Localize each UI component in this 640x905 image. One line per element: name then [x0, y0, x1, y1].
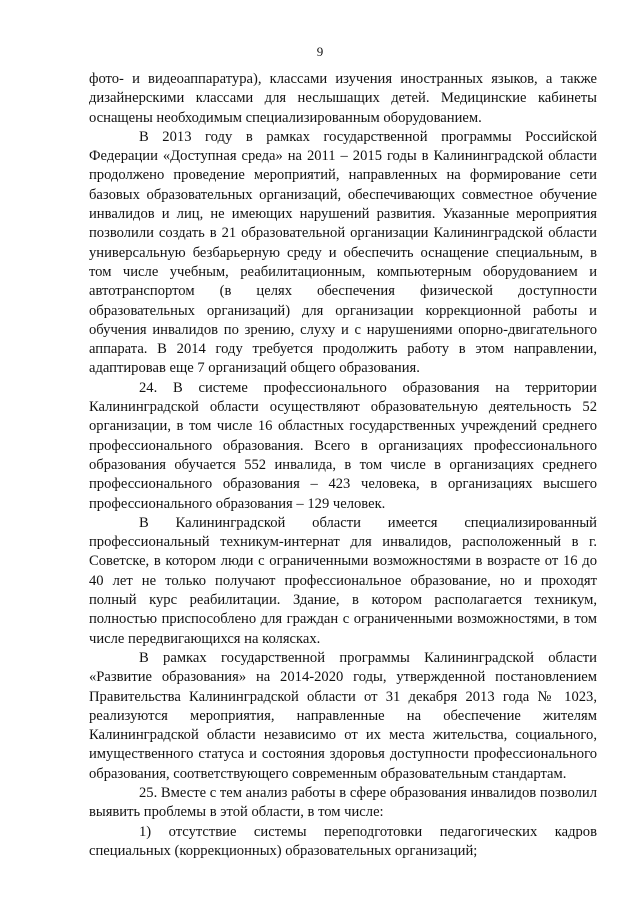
page-number: 9: [316, 44, 324, 59]
paragraph-accessible-environment: В 2013 году в рамках государственной программы Российской Федерации «Доступная среда» на 2011 – 2015 годы в Калининградской области продолжено проведение мероприятий, направленных на формирование сети базовых образовательных организаций, обеспечивающих совместное обучение инвалидов и лиц, не имеющих нарушений развития. Указанные мероприятия позволили создать в 21 образовательной организации Калининградской области универсальную безбарьерную среду и обеспечить оснащение специальным, в том числе учебным, реабилитационным, компьютерным оборудованием и автотранспортом (в целях обеспечения физической доступности образовательных организаций) для организации коррекционной работы и обучения инвалидов по зрению, слуху и с нарушениями опорно-двигательного аппарата. В 2014 году требуется продолжить работу в этом направлении, адаптировав еще 7 организаций общего образования.: [89, 128, 597, 377]
paragraph-technical-school: В Калининградской области имеется специализированный профессиональный техникум-интернат для инвалидов, расположенный в г. Советске, в котором люди с ограниченными возможностями в возрасте от 16 до 40 лет не только получают профессиональное образование, но и проходят полный курс реабилитации. Здание, в котором располагается техникум, полностью приспособлено для граждан с ограниченными возможностями, в том числе передвигающихся на колясках.: [89, 514, 597, 647]
paragraph-item-24: 24. В системе профессионального образования на территории Калининградской области осуществляют образовательную деятельность 52 организации, в том числе 16 областных государственных учреждений среднего профессионального образования. Всего в организациях профессионального образования обучается 552 инвалида, в том числе в организациях среднего профессионального образования – 423 человека, в организациях высшего профессионального образования – 129 человек.: [89, 379, 597, 512]
document-body: [89, 70, 597, 861]
paragraph-continuation: фото- и видеоаппаратура), классами изучения иностранных языков, а также дизайнерскими классами для неслышащих детей. Медицинские кабинеты оснащены необходимым специализированным оборудованием.: [89, 71, 597, 126]
paragraph-state-program: В рамках государственной программы Калининградской области «Развитие образования» на 2014-2020 годы, утвержденной постановлением Правительства Калининградской области от 31 декабря 2013 года № 1023, реализуются мероприятия, направленные на обеспечение жителям Калининградской области независимо от их места жительства, социального, имущественного статуса и состояния здоровья доступности профессионального образования, соответствующего современным образовательным стандартам.: [89, 649, 597, 782]
paragraph-item-25: 25. Вместе с тем анализ работы в сфере образования инвалидов позволил выявить проблемы в этой области, в том числе:: [89, 784, 597, 821]
paragraph-problem-1: 1) отсутствие системы переподготовки педагогических кадров специальных (коррекционных) образовательных организаций;: [89, 823, 597, 859]
